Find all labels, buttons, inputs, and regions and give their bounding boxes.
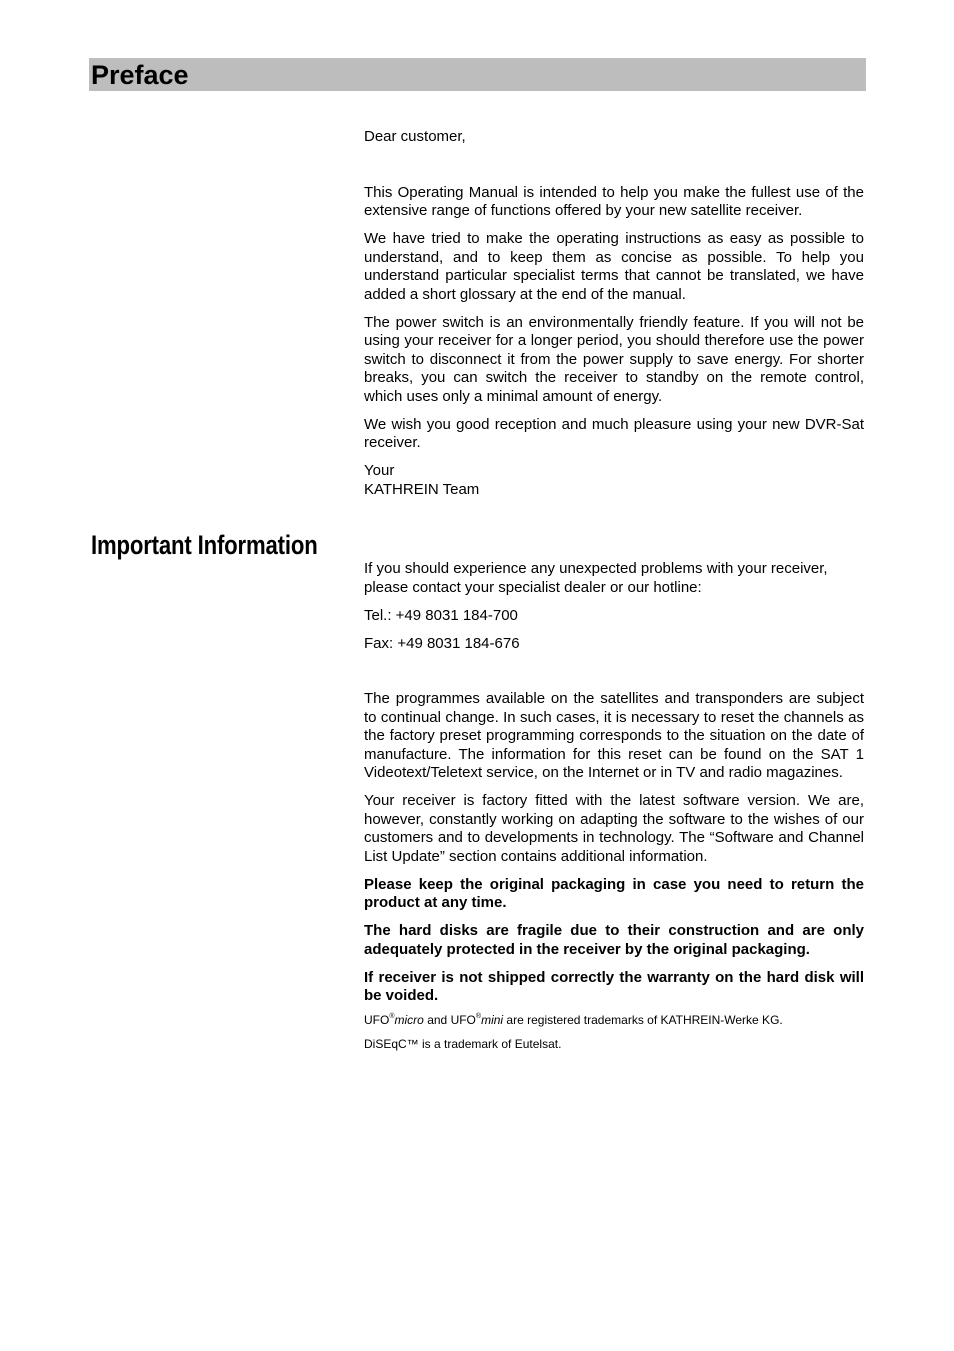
ufo-trademark-note: [364, 1013, 864, 1028]
preface-title: Preface: [91, 60, 189, 90]
preface-paragraph-2: We have tried to make the operating instructions as easy as possible to understand, and to keep them as concise as possible. To help you understand particular specialist terms that cannot be translated, we have added a short glossary at the end of the manual.: [364, 230, 864, 303]
and-text: and: [423, 1012, 451, 1027]
ufo-text-2: UFO: [450, 1012, 476, 1027]
preface-heading-bar: [89, 58, 866, 91]
warranty-note: If receiver is not shipped correctly the warranty on the hard disk will be voided.: [364, 968, 864, 1004]
mini-text: mini: [481, 1012, 504, 1027]
signoff-line-2: KATHREIN Team: [364, 480, 480, 498]
packaging-note: Please keep the original packaging in case you need to return the product at any time.: [364, 875, 864, 911]
preface-paragraph-4: We wish you good reception and much pleasure using your new DVR-Sat receiver.: [364, 415, 864, 451]
signoff: [364, 462, 864, 499]
hotline-tel: Tel.: +49 8031 184-700: [364, 606, 518, 624]
signoff-line-1: Your: [364, 462, 395, 479]
preface-body: [364, 128, 864, 509]
micro-text: micro: [394, 1012, 424, 1027]
hotline-intro: If you should experience any unexpected problems with your receiver, please contact your specialist dealer or our hotline:: [364, 560, 828, 596]
hard-disk-note: The hard disks are fragile due to their construction and are only adequately protected in the receiver by the original packaging.: [364, 922, 864, 958]
preface-paragraph-3: The power switch is an environmentally friendly feature. If you will not be using your receiver for a longer period, you should therefore use the power switch to disconnect it from the power supply to save energy. For shorter breaks, you can switch the receiver to standby on the remote control, which uses only a minimal amount of energy.: [364, 313, 864, 405]
important-body: [364, 560, 864, 1061]
greeting: Dear customer,: [364, 128, 466, 145]
diseqc-trademark-note: DiSEqC™ is a trademark of Eutelsat.: [364, 1036, 562, 1051]
registered-mark-1: ®: [389, 1012, 395, 1020]
important-paragraph-1: The programmes available on the satellites and transponders are subject to continual change. In such cases, it is necessary to reset the channels as the factory preset programming corresponds to the situation on the date of manufacture. The information for this reset can be found on the SAT 1 Videotext/Teletext service, on the Internet or in TV and radio magazines.: [364, 690, 864, 781]
important-information-title: Important Information: [91, 530, 318, 560]
trademark-rest-text: are registered trademarks of KATHREIN-Werke KG.: [503, 1012, 783, 1027]
important-paragraph-2: Your receiver is factory fitted with the latest software version. We are, however, constantly working on adapting the software to the wishes of our customers and to developments in technology. The “Software and Channel List Update” section contains additional information.: [364, 792, 864, 865]
preface-paragraph-1: This Operating Manual is intended to help you make the fullest use of the extensive range of functions offered by your new satellite receiver.: [364, 183, 864, 219]
ufo-text-1: UFO: [364, 1012, 390, 1027]
registered-mark-2: ®: [475, 1012, 482, 1020]
hotline-fax: Fax: +49 8031 184-676: [364, 634, 520, 652]
